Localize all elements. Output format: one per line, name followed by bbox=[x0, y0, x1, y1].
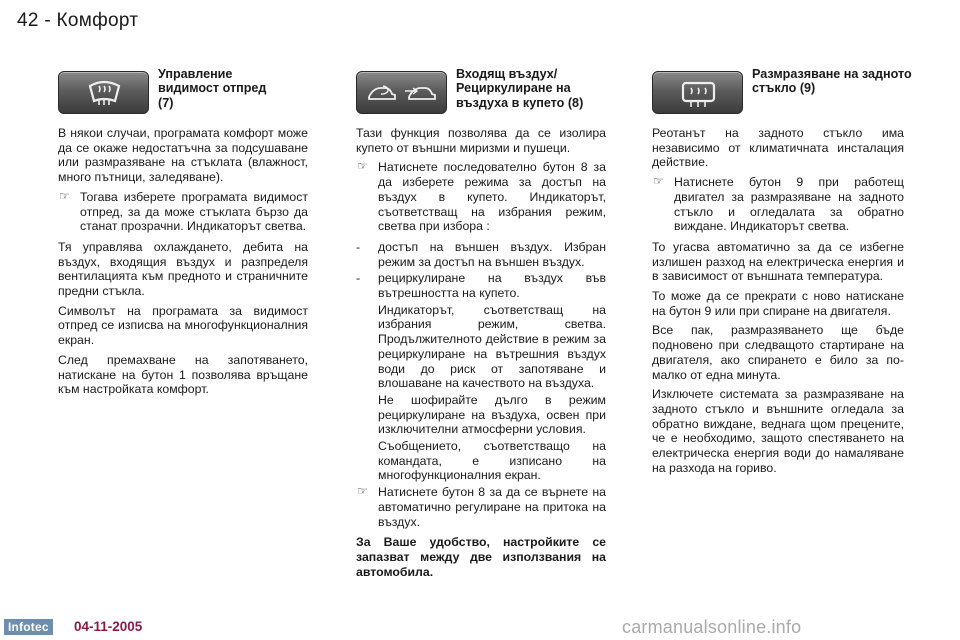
front-defrost-button-image bbox=[58, 71, 149, 114]
paragraph-text: рециркулиране на въздух във вътрешността на купето. bbox=[378, 271, 606, 301]
pointing-hand-icon: ☞ bbox=[653, 174, 664, 189]
paragraph: В някои случаи, програмата комфорт може да се окаже недостатъчна за подсушаване или размразяване на стъклата (влажност, много пътници, заледяване). bbox=[58, 126, 308, 185]
front-defrost-icon bbox=[59, 72, 150, 115]
pointing-hand-icon: ☞ bbox=[59, 188, 70, 203]
pointing-hand-icon: ☞ bbox=[357, 159, 368, 174]
paragraph bbox=[356, 271, 606, 300]
section-heading: Входящ въздух/ Рециркулиране на въздуха в купето (8) bbox=[456, 67, 584, 110]
paragraph bbox=[58, 190, 308, 234]
rear-defrost-button-image bbox=[652, 71, 743, 114]
paragraph-text: Натиснете бутон 8 за да се върнете на автоматично регулиране на притока на въздух. bbox=[378, 485, 606, 529]
paragraph: Все пак, размразяването ще бъде подновено при следващото стартиране на двигателя, ако спирането е било за по-малко от една минута. bbox=[652, 323, 904, 382]
section-heading: Управление видимост отпред (7) bbox=[158, 67, 267, 110]
section-heading: Размразяване на задното стъкло (9) bbox=[752, 67, 912, 96]
paragraph: То угасва автоматично за да се избегне излишен разход на електрическа енергия и в зависимост от външната температура. bbox=[652, 239, 904, 284]
paragraph-text: достъп на външен въздух. Избран режим за достъп на външен въздух. bbox=[378, 239, 606, 269]
page-title: 42 - Комфорт bbox=[17, 10, 139, 31]
recirculation-button-image bbox=[356, 71, 447, 114]
paragraph-text: Натиснете последователно бутон 8 за да изберете режима за достъп на въздух в купето. Индикаторът, съответстващ на избрания режим, светва при избора : bbox=[378, 160, 606, 234]
watermark: carmanualsonline.info bbox=[622, 617, 802, 637]
paragraph: Тя управлява охлаждането, дебита на въздух, входящия въздух и разпределя вентилацията към предното и страничните предни стъкла. bbox=[58, 239, 308, 299]
text-column bbox=[652, 126, 904, 480]
paragraph: Тази функция позволява да се изолира купето от външни миризми и пушеци. bbox=[356, 126, 606, 155]
paragraph: Изключете системата за размразяване на задното стъкло и външните огледала за обратно виждане, веднага щом прецените, че е необходимо, защото спестяването на електрическа енергия води до намаляване на разхода на гориво. bbox=[652, 387, 904, 475]
paragraph: За Ваше удобство, настройките се запазват между две използвания на автомобила. bbox=[356, 535, 606, 579]
paragraph: Не шофирайте дълго в режим рециркулиране на въздуха, освен при изключителни атмосферни условия. bbox=[378, 392, 606, 437]
paragraph-text: Тогава изберете програмата видимост отпред, за да може стъклата бързо да станат прозрачни. Индикаторът светва. bbox=[80, 189, 308, 234]
paragraph: След премахване на запотяването, натискане на бутон 1 позволява връщане към настройката комфорт. bbox=[58, 352, 308, 397]
paragraph bbox=[356, 160, 606, 234]
paragraph bbox=[652, 175, 904, 234]
paragraph: То може да се прекрати с ново натискане на бутон 9 или при спиране на двигателя. bbox=[652, 289, 904, 318]
paragraph: Реотанът на задното стъкло има независимо от климатичната инсталация действие. bbox=[652, 126, 904, 170]
text-column bbox=[58, 126, 308, 402]
air-recirculation-icon bbox=[357, 72, 448, 115]
paragraph bbox=[356, 485, 606, 529]
paragraph bbox=[356, 240, 606, 269]
paragraph-text: Натиснете бутон 9 при работещ двигател за размразяване на задното стъкло и огледалата за обратно виждане. Индикаторът светва. bbox=[674, 175, 904, 234]
pointing-hand-icon: ☞ bbox=[357, 484, 368, 499]
paragraph: Символът на програмата за видимост отпред се изписва на многофункционалния екран. bbox=[58, 303, 308, 348]
dash-marker: - bbox=[356, 239, 361, 254]
rear-defrost-icon bbox=[653, 72, 744, 115]
infotec-logo: Infotec bbox=[4, 619, 53, 635]
paragraph: Съобщението, съответстващо на командата, е изписано на многофункционалния екран. bbox=[378, 439, 606, 483]
dash-marker: - bbox=[356, 271, 361, 286]
text-column bbox=[356, 126, 606, 584]
footer-date: 04-11-2005 bbox=[74, 619, 143, 634]
paragraph: Индикаторът, съответстващ на избрания режим, светва. Продължителното действие в режим за рециркулиране на вътрешния въздух води до риск от запотяване и влошаване на качеството на въздуха. bbox=[378, 302, 606, 391]
